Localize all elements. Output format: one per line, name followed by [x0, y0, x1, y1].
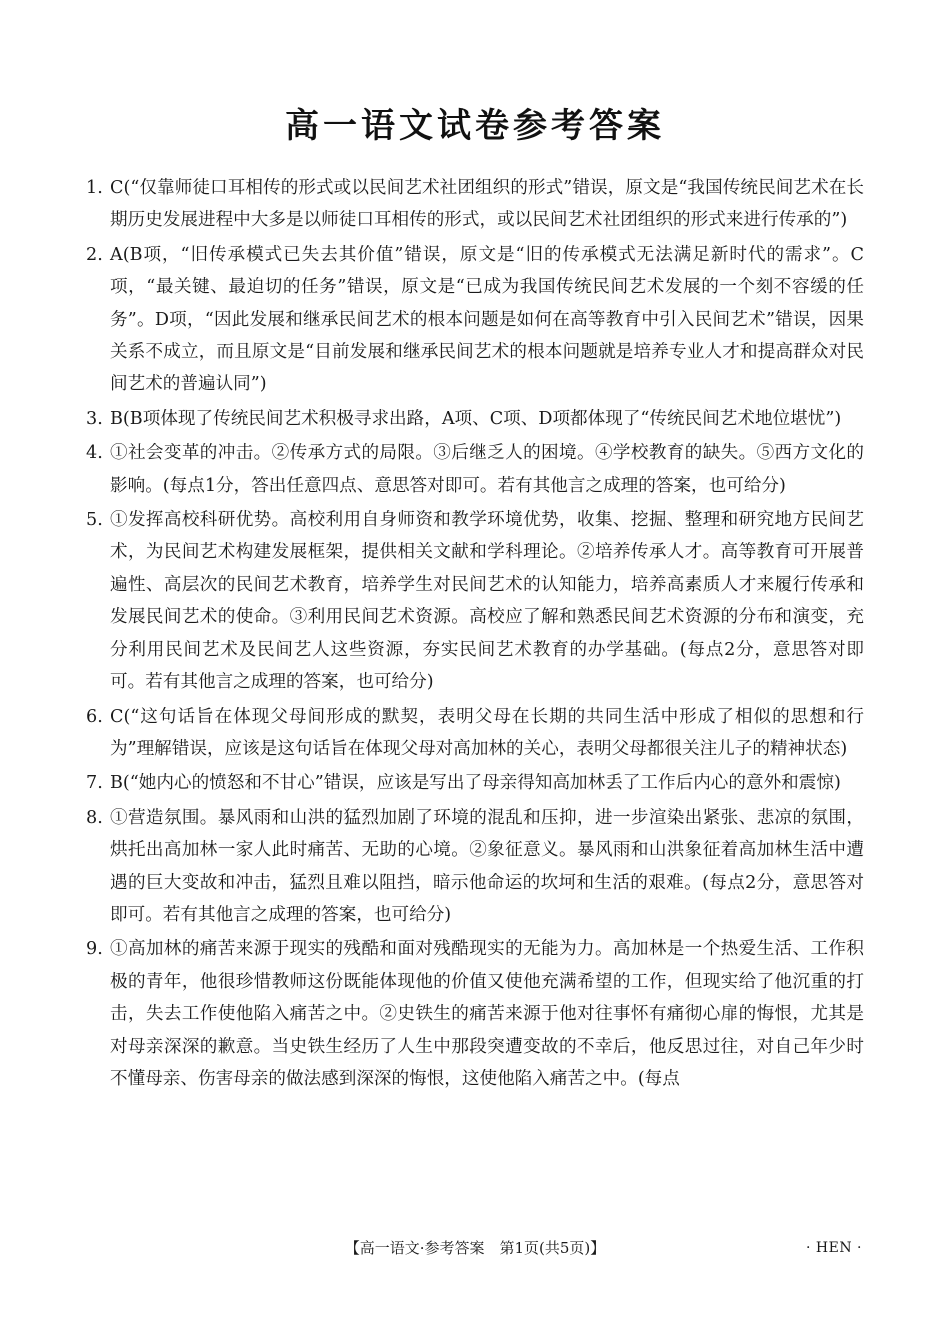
answer-number: 5.: [86, 510, 103, 531]
answer-item-9: [86, 933, 864, 1095]
answer-item-1: [86, 172, 864, 237]
answer-item-3: [86, 403, 864, 435]
answer-text: ①社会变革的冲击。②传承方式的局限。③后继乏人的困境。④学校教育的缺失。⑤西方文化的影响。(每点1分，答出任意四点、意思答对即可。若有其他言之成理的答案，也可给分): [110, 443, 864, 496]
answer-item-6: [86, 701, 864, 766]
answer-text: ①发挥高校科研优势。高校利用自身师资和教学环境优势，收集、挖掘、整理和研究地方民间艺术，为民间艺术构建发展框架，提供相关文献和学科理论。②培养传承人才。高等教育可开展普遍性、高层次的民间艺术教育，培养学生对民间艺术的认知能力，培养高素质人才来履行传承和发展民间艺术的使命。③利用民间艺术资源。高校应了解和熟悉民间艺术资源的分布和演变，充分利用民间艺术及民间艺人这些资源，夯实民间艺术教育的办学基础。(每点2分，意思答对即可。若有其他言之成理的答案，也可给分): [110, 510, 864, 693]
answer-text: C(“这句话旨在体现父母间形成的默契，表明父母在长期的共同生活中形成了相似的思想和行为”理解错误，应该是这句话旨在体现父母对高加林的关心，表明父母都很关注儿子的精神状态): [110, 706, 864, 759]
page-footer: [0, 1236, 950, 1260]
answer-item-7: [86, 767, 864, 799]
answer-list: [86, 172, 864, 1097]
answer-item-8: [86, 802, 864, 932]
answer-text: A(B项，“旧传承模式已失去其价值”错误，原文是“旧的传承模式无法满足新时代的需求”。C项，“最关键、最迫切的任务”错误，原文是“已成为我国传统民间艺术发展的一个刻不容缓的任务”。D项，“因此发展和继承民间艺术的根本问题是如何在高等教育中引入民间艺术”错误，因果关系不成立，而且原文是“目前发展和继承民间艺术的根本问题就是培养专业人才和提高群众对民间艺术的普遍认同”): [110, 244, 864, 395]
answer-number: 7.: [86, 773, 103, 794]
answer-number: 3.: [86, 408, 103, 429]
publisher-mark: · HEN ·: [806, 1240, 862, 1256]
answer-item-4: [86, 437, 864, 502]
answer-text: ①营造氛围。暴风雨和山洪的猛烈加剧了环境的混乱和压抑，进一步渲染出紧张、悲凉的氛围，烘托出高加林一家人此时痛苦、无助的心境。②象征意义。暴风雨和山洪象征着高加林生活中遭遇的巨大变故和冲击，猛烈且难以阻挡，暗示他命运的坎坷和生活的艰难。(每点2分，意思答对即可。若有其他言之成理的答案，也可给分): [110, 807, 864, 925]
answer-item-2: [86, 239, 864, 401]
answer-number: 4.: [86, 443, 103, 464]
answer-number: 1.: [86, 178, 103, 198]
document-title: 高一语文试卷参考答案: [285, 106, 665, 146]
answer-number: 6.: [86, 706, 103, 727]
answer-number: 8.: [86, 807, 103, 828]
answer-text: C(“仅靠师徒口耳相传的形式或以民间艺术社团组织的形式”错误，原文是“我国传统民间艺术在长期历史发展进程中大多是以师徒口耳相传的形式，或以民间艺术社团组织的形式来进行传承的”): [110, 178, 864, 231]
answer-text: ①高加林的痛苦来源于现实的残酷和面对残酷现实的无能为力。高加林是一个热爱生活、工作积极的青年，他很珍惜教师这份既能体现他的价值又使他充满希望的工作，但现实给了他沉重的打击，失去工作使他陷入痛苦之中。②史铁生的痛苦来源于他对往事怀有痛彻心扉的悔恨，尤其是对母亲深深的歉意。当史铁生经历了人生中那段突遭变故的不幸后，他反思过往，对自己年少时不懂母亲、伤害母亲的做法感到深深的悔恨，这使他陷入痛苦之中。(每点: [110, 939, 864, 1089]
answer-item-5: [86, 504, 864, 698]
page-number-label: 【高一语文·参考答案 第1页(共5页)】: [344, 1239, 606, 1257]
answer-number: 9.: [86, 939, 103, 960]
answer-number: 2.: [86, 244, 103, 265]
answer-text: B(B项体现了传统民间艺术积极寻求出路，A项、C项、D项都体现了“传统民间艺术地位堪忧”): [110, 408, 842, 429]
answer-text: B(“她内心的愤怒和不甘心”错误，应该是写出了母亲得知高加林丢了工作后内心的意外和震惊): [110, 773, 841, 794]
